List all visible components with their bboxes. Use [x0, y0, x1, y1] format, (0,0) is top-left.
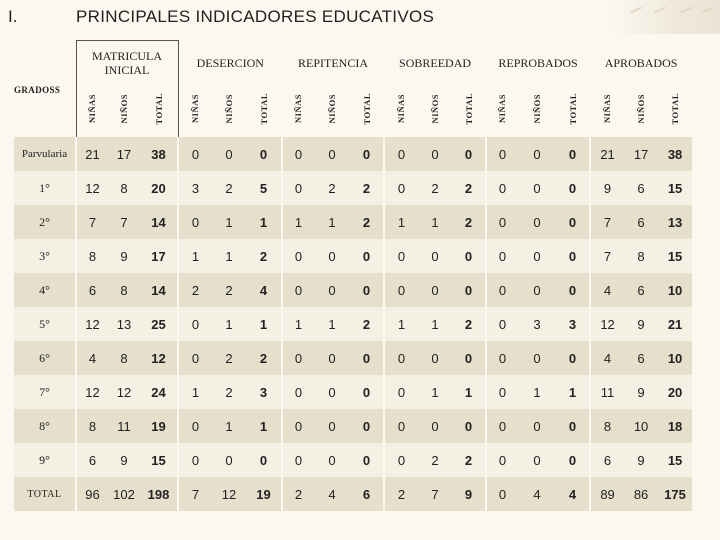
value-cell: 0: [282, 273, 314, 307]
value-cell: 0: [486, 375, 518, 409]
grade-label: 5°: [14, 307, 76, 341]
total-cell: 1: [556, 375, 590, 409]
value-cell: 1: [418, 375, 452, 409]
value-cell: 0: [518, 409, 556, 443]
value-cell: 11: [108, 409, 140, 443]
value-cell: 1: [212, 205, 246, 239]
value-cell: 6: [76, 443, 108, 477]
value-cell: 1: [178, 239, 212, 273]
value-cell: 8: [76, 239, 108, 273]
grade-label: TOTAL: [14, 477, 76, 511]
value-cell: 8: [624, 239, 658, 273]
total-cell: 0: [556, 341, 590, 375]
total-cell: 0: [452, 137, 486, 171]
sub-header-ninas: NIÑAS: [282, 85, 314, 137]
sub-header-ninos: NIÑOS: [518, 85, 556, 137]
value-cell: 2: [282, 477, 314, 511]
value-cell: 0: [418, 409, 452, 443]
total-cell: 0: [452, 341, 486, 375]
value-cell: 89: [590, 477, 624, 511]
value-cell: 0: [518, 239, 556, 273]
value-cell: 2: [384, 477, 418, 511]
total-cell: 15: [658, 443, 692, 477]
value-cell: 9: [590, 171, 624, 205]
value-cell: 1: [282, 307, 314, 341]
value-cell: 1: [314, 307, 350, 341]
decorative-corner: [610, 0, 720, 34]
value-cell: 4: [314, 477, 350, 511]
table-row: [14, 307, 692, 341]
value-cell: 0: [282, 341, 314, 375]
value-cell: 0: [418, 137, 452, 171]
total-cell: 0: [350, 137, 384, 171]
value-cell: 8: [108, 341, 140, 375]
total-cell: 5: [246, 171, 282, 205]
value-cell: 13: [108, 307, 140, 341]
value-cell: 1: [212, 409, 246, 443]
value-cell: 0: [384, 341, 418, 375]
total-cell: 15: [140, 443, 178, 477]
total-cell: 20: [140, 171, 178, 205]
value-cell: 0: [178, 307, 212, 341]
value-cell: 2: [212, 341, 246, 375]
table-row: [14, 239, 692, 273]
value-cell: 0: [212, 443, 246, 477]
value-cell: 0: [486, 307, 518, 341]
value-cell: 0: [486, 205, 518, 239]
total-cell: 2: [452, 171, 486, 205]
sub-header-ninas: NIÑAS: [590, 85, 624, 137]
value-cell: 0: [178, 341, 212, 375]
value-cell: 1: [418, 205, 452, 239]
table-row: [14, 171, 692, 205]
value-cell: 17: [624, 137, 658, 171]
total-cell: 13: [658, 205, 692, 239]
value-cell: 2: [178, 273, 212, 307]
total-cell: 2: [452, 307, 486, 341]
value-cell: 0: [178, 205, 212, 239]
total-cell: 19: [246, 477, 282, 511]
value-cell: 12: [76, 171, 108, 205]
value-cell: 1: [282, 205, 314, 239]
total-cell: 0: [556, 137, 590, 171]
sub-header-ninos: NIÑOS: [212, 85, 246, 137]
value-cell: 4: [76, 341, 108, 375]
value-cell: 0: [384, 375, 418, 409]
total-cell: 2: [246, 239, 282, 273]
grade-label: 3°: [14, 239, 76, 273]
total-cell: 175: [658, 477, 692, 511]
value-cell: 12: [212, 477, 246, 511]
total-cell: 12: [140, 341, 178, 375]
total-cell: 2: [246, 341, 282, 375]
value-cell: 9: [108, 443, 140, 477]
value-cell: 7: [590, 205, 624, 239]
value-cell: 1: [518, 375, 556, 409]
total-cell: 20: [658, 375, 692, 409]
value-cell: 0: [178, 137, 212, 171]
table-row: [14, 137, 692, 171]
table-row: [14, 273, 692, 307]
grade-label: 6°: [14, 341, 76, 375]
value-cell: 7: [418, 477, 452, 511]
value-cell: 0: [178, 409, 212, 443]
value-cell: 0: [518, 273, 556, 307]
value-cell: 0: [314, 375, 350, 409]
value-cell: 0: [384, 273, 418, 307]
value-cell: 0: [384, 409, 418, 443]
value-cell: 0: [282, 239, 314, 273]
total-cell: 0: [556, 443, 590, 477]
grade-label: Parvularia: [14, 137, 76, 171]
total-cell: 4: [246, 273, 282, 307]
sub-header-ninos: NIÑOS: [624, 85, 658, 137]
value-cell: 0: [314, 409, 350, 443]
total-cell: 0: [350, 409, 384, 443]
sub-header-total: TOTAL: [556, 85, 590, 137]
value-cell: 6: [590, 443, 624, 477]
group-header-reprobados: REPROBADOS: [486, 41, 590, 86]
value-cell: 1: [384, 307, 418, 341]
value-cell: 3: [178, 171, 212, 205]
sub-header-ninas: NIÑAS: [76, 85, 108, 137]
section-number: I.: [8, 7, 18, 26]
total-cell: 0: [350, 341, 384, 375]
sub-header-total: TOTAL: [246, 85, 282, 137]
value-cell: 4: [590, 341, 624, 375]
value-cell: 3: [518, 307, 556, 341]
total-cell: 2: [452, 205, 486, 239]
page-title: PRINCIPALES INDICADORES EDUCATIVOS: [76, 7, 435, 26]
total-cell: 198: [140, 477, 178, 511]
total-cell: 15: [658, 239, 692, 273]
total-cell: 0: [246, 137, 282, 171]
value-cell: 0: [384, 171, 418, 205]
total-cell: 17: [140, 239, 178, 273]
total-cell: 3: [556, 307, 590, 341]
table-row: [14, 205, 692, 239]
total-cell: 10: [658, 273, 692, 307]
total-cell: 0: [556, 409, 590, 443]
value-cell: 12: [590, 307, 624, 341]
value-cell: 0: [486, 137, 518, 171]
value-cell: 2: [212, 273, 246, 307]
value-cell: 0: [282, 171, 314, 205]
total-cell: 0: [350, 443, 384, 477]
total-cell: 19: [140, 409, 178, 443]
sub-header-ninos: NIÑOS: [418, 85, 452, 137]
value-cell: 9: [108, 239, 140, 273]
value-cell: 9: [624, 307, 658, 341]
sub-header-total: TOTAL: [140, 85, 178, 137]
value-cell: 9: [624, 443, 658, 477]
value-cell: 11: [590, 375, 624, 409]
sub-header-ninas: NIÑAS: [178, 85, 212, 137]
value-cell: 86: [624, 477, 658, 511]
value-cell: 0: [314, 239, 350, 273]
total-cell: 0: [350, 273, 384, 307]
table-row: [14, 477, 692, 511]
value-cell: 1: [418, 307, 452, 341]
total-cell: 1: [246, 307, 282, 341]
value-cell: 0: [282, 443, 314, 477]
total-cell: 1: [246, 205, 282, 239]
value-cell: 1: [314, 205, 350, 239]
value-cell: 0: [486, 477, 518, 511]
value-cell: 0: [518, 341, 556, 375]
total-cell: 38: [658, 137, 692, 171]
value-cell: 8: [108, 273, 140, 307]
grados-header: GRADOSS: [14, 41, 76, 138]
value-cell: 0: [418, 341, 452, 375]
total-cell: 15: [658, 171, 692, 205]
value-cell: 0: [518, 171, 556, 205]
table-row: [14, 375, 692, 409]
value-cell: 1: [178, 375, 212, 409]
sub-header-total: TOTAL: [452, 85, 486, 137]
group-header-matricula: MATRICULA INICIAL: [76, 41, 178, 86]
total-cell: 0: [556, 205, 590, 239]
value-cell: 7: [76, 205, 108, 239]
value-cell: 8: [108, 171, 140, 205]
total-cell: 0: [556, 273, 590, 307]
value-cell: 2: [418, 171, 452, 205]
grade-label: 8°: [14, 409, 76, 443]
value-cell: 0: [282, 375, 314, 409]
value-cell: 7: [590, 239, 624, 273]
value-cell: 0: [518, 205, 556, 239]
grade-label: 1°: [14, 171, 76, 205]
value-cell: 0: [486, 443, 518, 477]
total-cell: 0: [350, 239, 384, 273]
grade-label: 4°: [14, 273, 76, 307]
value-cell: 6: [76, 273, 108, 307]
value-cell: 2: [212, 375, 246, 409]
table-row: [14, 341, 692, 375]
group-header-aprobados: APROBADOS: [590, 41, 692, 86]
grade-label: 9°: [14, 443, 76, 477]
total-cell: 21: [658, 307, 692, 341]
sub-header-ninas: NIÑAS: [384, 85, 418, 137]
total-cell: 4: [556, 477, 590, 511]
value-cell: 12: [76, 375, 108, 409]
value-cell: 2: [212, 171, 246, 205]
total-cell: 3: [246, 375, 282, 409]
value-cell: 0: [212, 137, 246, 171]
total-cell: 14: [140, 205, 178, 239]
table-row: [14, 409, 692, 443]
total-cell: 0: [556, 239, 590, 273]
total-cell: 0: [246, 443, 282, 477]
value-cell: 21: [590, 137, 624, 171]
total-cell: 1: [246, 409, 282, 443]
value-cell: 6: [624, 171, 658, 205]
sub-header-total: TOTAL: [350, 85, 384, 137]
value-cell: 4: [518, 477, 556, 511]
value-cell: 0: [486, 273, 518, 307]
indicators-table-container: [14, 40, 692, 511]
total-cell: 2: [452, 443, 486, 477]
value-cell: 2: [314, 171, 350, 205]
value-cell: 4: [590, 273, 624, 307]
value-cell: 0: [384, 443, 418, 477]
total-cell: 38: [140, 137, 178, 171]
group-header-desercion: DESERCION: [178, 41, 282, 86]
sub-header-total: TOTAL: [658, 85, 692, 137]
total-cell: 2: [350, 307, 384, 341]
value-cell: 17: [108, 137, 140, 171]
value-cell: 96: [76, 477, 108, 511]
group-header-sobreedad: SOBREEDAD: [384, 41, 486, 86]
value-cell: 7: [108, 205, 140, 239]
value-cell: 0: [314, 137, 350, 171]
value-cell: 0: [486, 171, 518, 205]
total-cell: 9: [452, 477, 486, 511]
sub-header-ninas: NIÑAS: [486, 85, 518, 137]
value-cell: 8: [76, 409, 108, 443]
total-cell: 2: [350, 205, 384, 239]
value-cell: 0: [314, 341, 350, 375]
total-cell: 6: [350, 477, 384, 511]
total-cell: 10: [658, 341, 692, 375]
value-cell: 10: [624, 409, 658, 443]
total-cell: 25: [140, 307, 178, 341]
total-cell: 14: [140, 273, 178, 307]
value-cell: 0: [178, 443, 212, 477]
indicators-table: [14, 40, 692, 511]
total-cell: 2: [350, 171, 384, 205]
value-cell: 12: [108, 375, 140, 409]
value-cell: 21: [76, 137, 108, 171]
value-cell: 0: [314, 273, 350, 307]
total-cell: 0: [452, 409, 486, 443]
grade-label: 7°: [14, 375, 76, 409]
value-cell: 1: [212, 239, 246, 273]
total-cell: 0: [350, 375, 384, 409]
value-cell: 0: [282, 409, 314, 443]
total-cell: 1: [452, 375, 486, 409]
value-cell: 0: [486, 239, 518, 273]
total-cell: 0: [556, 171, 590, 205]
total-cell: 0: [452, 239, 486, 273]
value-cell: 6: [624, 273, 658, 307]
value-cell: 12: [76, 307, 108, 341]
value-cell: 7: [178, 477, 212, 511]
value-cell: 0: [518, 443, 556, 477]
value-cell: 0: [418, 273, 452, 307]
sub-header-ninos: NIÑOS: [108, 85, 140, 137]
value-cell: 1: [384, 205, 418, 239]
value-cell: 0: [282, 137, 314, 171]
value-cell: 0: [486, 409, 518, 443]
total-cell: 24: [140, 375, 178, 409]
value-cell: 0: [314, 443, 350, 477]
total-cell: 0: [452, 273, 486, 307]
total-cell: 18: [658, 409, 692, 443]
table-row: [14, 443, 692, 477]
value-cell: 6: [624, 205, 658, 239]
table-body: [14, 137, 692, 511]
value-cell: 8: [590, 409, 624, 443]
value-cell: 6: [624, 341, 658, 375]
value-cell: 1: [212, 307, 246, 341]
value-cell: 0: [384, 239, 418, 273]
grade-label: 2°: [14, 205, 76, 239]
value-cell: 0: [418, 239, 452, 273]
sub-header-ninos: NIÑOS: [314, 85, 350, 137]
value-cell: 102: [108, 477, 140, 511]
value-cell: 9: [624, 375, 658, 409]
value-cell: 0: [486, 341, 518, 375]
value-cell: 2: [418, 443, 452, 477]
value-cell: 0: [384, 137, 418, 171]
value-cell: 0: [518, 137, 556, 171]
group-header-repitencia: REPITENCIA: [282, 41, 384, 86]
